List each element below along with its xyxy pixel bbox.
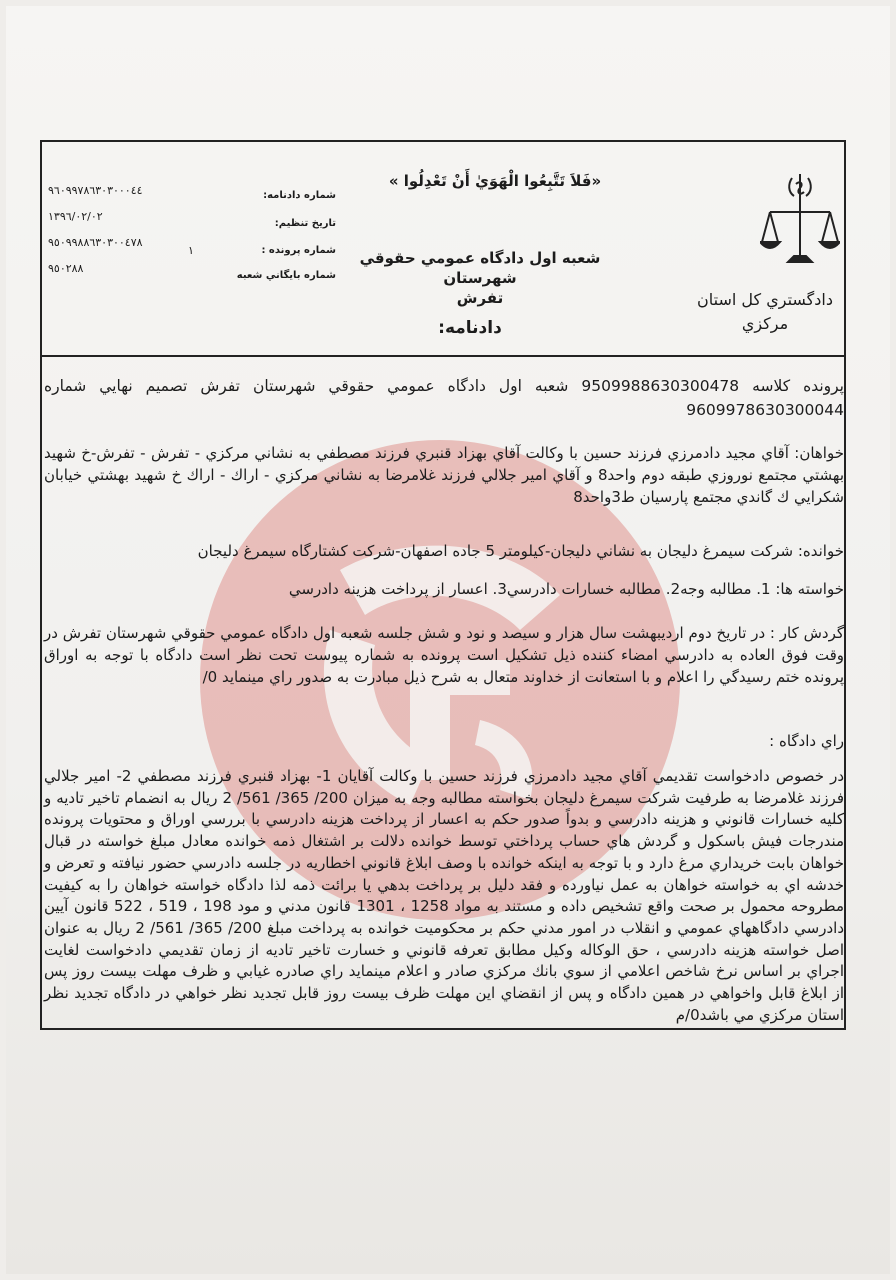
- judiciary-department: [690, 288, 840, 336]
- court-branch-line2: تفرش: [456, 289, 504, 307]
- verdict-title: دادنامه:: [438, 318, 502, 338]
- proceedings-paragraph: گردش كار : در تاريخ دوم ارديبهشت سال هزار و سيصد و نود و شش جلسه شعبه اول دادگاه عمومي حقوقي شهرستان تفرش در وقت فوق العاده به دادرسي امضاء كننده ذيل تشكيل است پرونده به شماره پيوست تحت نظر است دادگاه با توجه به اوراق پرونده ختم رسيدگي را اعلام و با استعانت از خداوند متعال به شرح ذيل مبادرت به صدور راي مينمايد 0/: [44, 624, 844, 686]
- ruling-heading: راي دادگاه :: [769, 732, 844, 750]
- plaintiff-paragraph: خواهان: آقاي مجيد دادمرزي فرزند حسين با وكالت آقاي بهزاد قنبري فرزند مصطفي به نشاني مركزي - تفرش - تفرش-خ شهيد بهشتي مجتمع نوروزي طبقه دوم واحد8 و آقاي امير جلالي فرزند غلامرضا به نشاني مركزي - اراك - اراك خ شهيد بهشتي خيابان شكرايي ك گاندي مجتمع پارسيان ط3واحد8: [44, 444, 845, 506]
- case-number-marker: ۱: [188, 244, 194, 257]
- issue-date-label: تاريخ تنظيم:: [274, 218, 336, 229]
- archive-number-label: شماره بايگاني شعبه: [236, 270, 336, 281]
- department-line2: مركزي: [741, 314, 789, 333]
- quran-verse: «فَلاَ تَتَّبِعُوا الْهَوَيٰ أَنْ تَعْدِلُوا »: [388, 172, 602, 190]
- defendant-paragraph: خوانده: شركت سيمرغ دليجان به نشاني دليجان-كيلومتر 5 جاده اصفهان-شركت كشتارگاه سيمرغ دليجان: [197, 542, 844, 560]
- case-summary: پرونده كلاسه 9509988630300478 شعبه اول دادگاه عمومي حقوقي شهرستان تفرش تصميم نهايي شماره 9609978630300044: [44, 377, 844, 419]
- verdict-number-label: شماره دادنامه:: [263, 190, 336, 201]
- archive-number-value: ٩٥٠٢٨٨: [48, 262, 84, 275]
- court-branch-title: [340, 248, 620, 308]
- verdict-number-value: ٩٦٠٩٩٧٨٦٣٠٣٠٠٠٤٤: [48, 184, 143, 197]
- header-divider: [42, 355, 844, 357]
- issue-date-value: ١٣٩٦/٠٢/٠٢: [48, 210, 103, 223]
- ruling-paragraph: در خصوص دادخواست تقديمي آقاي مجيد دادمرزي فرزند حسين با وكالت آقايان 1- بهزاد قنبري فرزند مصطفي 2- امير جلالي فرزند غلامرضا به طرفيت شركت سيمرغ دليجان بخواسته مطالبه وجه به ميزان 200/ 365/ 561/ 2 ريال به انضمام تاخير تاديه و كليه خسارات قانوني و هزينه دادرسي و بدواً صدور حكم به اعسار از پرداخت هزينه دادرسي با بررسي اوراق و محتويات پرونده مندرجات فيش باسكول و گردش هاي حساب پرداختي توسط خوانده دلالت بر اشتغال ذمه خوانده معادل مبلغ خواسته در قبال خواهان بابت خريداري مرغ دارد و با توجه به اينكه خوانده با وصف ابلاغ قانوني اخطاريه در جلسه دادرسي حضور نيافته و تعرض و خدشه اي به خواسته خواهان به عمل نياورده و فقد دليل بر پرداخت بدهي يا برائت ذمه لذا دادگاه خواسته خواهان را به كيفيت مطروحه محمول بر صحت واقع تشخيص داده و مستند به مواد 1258 ، 1301 قانون مدني و مود 198 ، 519 ، 522 قانون آيين دادرسي دادگاههاي عمومي و انقلاب در امور مدني حكم بر محكوميت خوانده به پرداخت مبلغ 200/ 365/ 561/ 2 ريال به عنوان اصل خواسته هزينه دادرسي ، حق الوكاله وكيل مطابق تعرفه قانوني و خسارت تاخير تاديه از زمان تقديمي دادخواست لغايت اجراي بر اساس نرخ شاخص اعلامي از سوي بانك مركزي صادر و اعلام مينمايد راي صادره غيابي و ظرف مهلت بيست روز پس از ابلاغ قابل واخواهي در همين دادگاه و پس از انقضاي اين مهلت ظرف بيست روز قابل تجديد نظر خواهي در دادگاه تجديد نظر استان مركزي مي باشد0/م: [44, 767, 845, 1024]
- claims-paragraph: خواسته ها: 1. مطالبه وجه2. مطالبه خسارات دادرسي3. اعسار از پرداخت هزينه دادرسي: [288, 580, 844, 598]
- department-line1: دادگستري كل استان: [697, 290, 833, 309]
- scales-of-justice-emblem-icon: [760, 170, 840, 280]
- case-number-label: شماره پرونده :: [261, 245, 336, 256]
- court-branch-line1: شعبه اول دادگاه عمومي حقوقي شهرستان: [359, 249, 601, 287]
- case-number-value: ٩٥٠٩٩٨٨٦٣٠٣٠٠٤٧٨: [48, 236, 143, 249]
